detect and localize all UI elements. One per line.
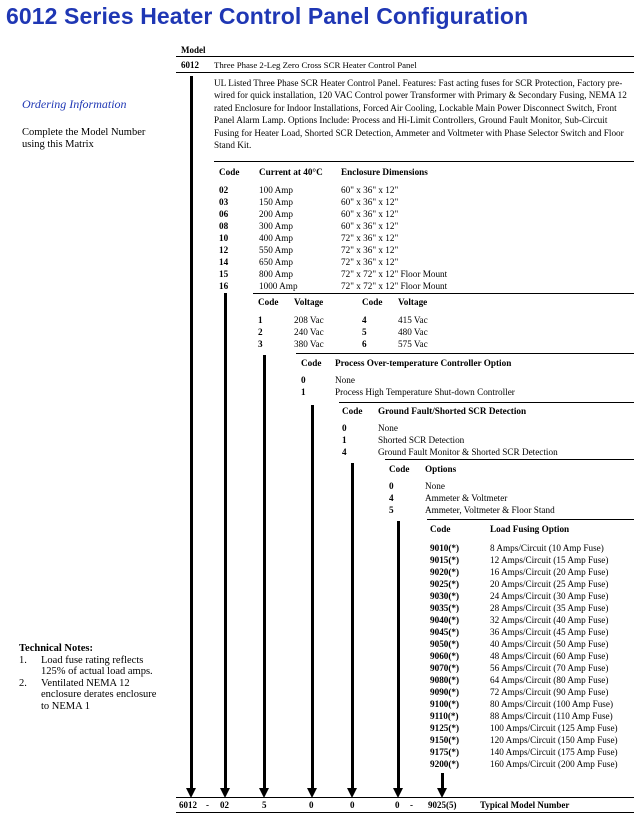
divider: [253, 293, 634, 294]
table-row: [430, 554, 618, 566]
value-cell: 60" x 36" x 12": [341, 197, 399, 207]
table-row: [342, 422, 558, 434]
value-cell: 64 Amps/Circuit (80 Amp Fuse): [490, 675, 609, 685]
typical-part-current: 02: [220, 800, 229, 810]
code-cell: 9060(*): [430, 651, 460, 661]
technical-notes-heading: Technical Notes:: [19, 643, 93, 654]
voltage-table: [258, 296, 428, 350]
value-cell: 140 Amps/Circuit (175 Amp Fuse): [490, 747, 618, 757]
model-header: Model: [181, 45, 206, 55]
value-cell: 480 Vac: [398, 327, 428, 337]
value-cell: 12 Amps/Circuit (15 Amp Fuse): [490, 555, 609, 565]
typical-part-fusing: 9025(5): [428, 800, 457, 810]
col-header: Process Over-temperature Controller Option: [335, 358, 512, 368]
code-cell: 12: [219, 245, 229, 255]
table-row: [219, 196, 447, 208]
table-row: [430, 650, 618, 662]
table-row: [430, 710, 618, 722]
code-cell: 08: [219, 221, 229, 231]
col-header: Options: [425, 464, 457, 474]
value-cell: 120 Amps/Circuit (150 Amp Fuse): [490, 735, 618, 745]
note-item: [19, 655, 164, 678]
table-row: [258, 326, 428, 338]
table-row: [430, 614, 618, 626]
code-cell: 9020(*): [430, 567, 460, 577]
typical-model-row: [0, 799, 643, 811]
selector-arrow: [190, 76, 193, 790]
ordering-text: Complete the Model Number using this Matrix: [22, 127, 146, 150]
divider: [339, 402, 634, 403]
value-cell: 6: [362, 339, 367, 349]
value-cell: 72" x 72" x 12" Floor Mount: [341, 269, 448, 279]
table-row: [430, 626, 618, 638]
table-row: [430, 578, 618, 590]
note-number: 1.: [19, 654, 27, 666]
table-row: [219, 208, 447, 220]
table-row: [430, 686, 618, 698]
code-cell: 9070(*): [430, 663, 460, 673]
col-header: Current at 40°C: [259, 167, 323, 177]
value-cell: 16 Amps/Circuit (20 Amp Fuse): [490, 567, 609, 577]
value-cell: 36 Amps/Circuit (45 Amp Fuse): [490, 627, 609, 637]
value-cell: 100 Amp: [259, 185, 293, 195]
value-cell: 4: [362, 315, 367, 325]
value-cell: 20 Amps/Circuit (25 Amp Fuse): [490, 579, 609, 589]
value-cell: Ammeter & Voltmeter: [425, 493, 508, 503]
value-cell: 40 Amps/Circuit (50 Amp Fuse): [490, 639, 609, 649]
col-header: Enclosure Dimensions: [341, 167, 428, 177]
value-cell: 88 Amps/Circuit (110 Amp Fuse): [490, 711, 613, 721]
code-cell: 9175(*): [430, 747, 460, 757]
table-row: [301, 386, 515, 398]
value-cell: 1000 Amp: [259, 281, 298, 291]
value-cell: 72" x 36" x 12": [341, 257, 399, 267]
code-cell: 14: [219, 257, 229, 267]
col-header: Code: [342, 406, 363, 416]
code-cell: 10: [219, 233, 229, 243]
typical-label: Typical Model Number: [480, 800, 570, 810]
value-cell: 72" x 72" x 12" Floor Mount: [341, 281, 448, 291]
value-cell: Ammeter, Voltmeter & Floor Stand: [425, 505, 555, 515]
value-cell: 240 Vac: [294, 327, 324, 337]
ground-table: [342, 405, 558, 458]
typical-part-voltage: 5: [262, 800, 267, 810]
code-cell: 5: [389, 505, 394, 515]
value-cell: 650 Amp: [259, 257, 293, 267]
selector-arrow: [224, 293, 227, 790]
value-cell: Process High Temperature Shut-down Controller: [335, 387, 515, 397]
col-header: Code: [258, 297, 279, 307]
col-header: Code: [219, 167, 240, 177]
selector-arrow: [263, 355, 266, 790]
note-item: [19, 678, 164, 713]
code-cell: 9025(*): [430, 579, 460, 589]
current-table: [219, 166, 447, 292]
typical-part-ground: 0: [350, 800, 355, 810]
table-row: [219, 220, 447, 232]
code-cell: 16: [219, 281, 229, 291]
code-cell: 9010(*): [430, 543, 460, 553]
table-row: [430, 602, 618, 614]
table-row: [389, 492, 555, 504]
col-header: Ground Fault/Shorted SCR Detection: [378, 406, 527, 416]
value-cell: 48 Amps/Circuit (60 Amp Fuse): [490, 651, 609, 661]
code-cell: 9050(*): [430, 639, 460, 649]
code-cell: 9100(*): [430, 699, 460, 709]
ordering-heading: Ordering Information: [22, 97, 127, 111]
fusing-table: [430, 523, 618, 770]
table-row: [219, 256, 447, 268]
value-cell: 5: [362, 327, 367, 337]
value-cell: 32 Amps/Circuit (40 Amp Fuse): [490, 615, 609, 625]
code-cell: 9045(*): [430, 627, 460, 637]
value-cell: 60" x 36" x 12": [341, 221, 399, 231]
code-cell: 4: [342, 447, 347, 457]
code-cell: 1: [342, 435, 347, 445]
code-cell: 9200(*): [430, 759, 460, 769]
process-table: [301, 357, 515, 398]
value-cell: 56 Amps/Circuit (70 Amp Fuse): [490, 663, 609, 673]
table-row: [430, 590, 618, 602]
table-row: [342, 434, 558, 446]
selector-arrow: [397, 521, 400, 790]
table-row: [430, 662, 618, 674]
table-row: [301, 374, 515, 386]
value-cell: 575 Vac: [398, 339, 428, 349]
value-cell: Ground Fault Monitor & Shorted SCR Detection: [378, 447, 558, 457]
value-cell: None: [425, 481, 445, 491]
value-cell: 300 Amp: [259, 221, 293, 231]
value-cell: 208 Vac: [294, 315, 324, 325]
value-cell: 24 Amps/Circuit (30 Amp Fuse): [490, 591, 609, 601]
typical-part-model: 6012: [179, 800, 197, 810]
table-row: [219, 280, 447, 292]
col-header: Code: [430, 524, 451, 534]
selector-arrow: [311, 405, 314, 790]
model-code: 6012: [181, 60, 199, 70]
code-cell: 0: [301, 375, 306, 385]
value-cell: 8 Amps/Circuit (10 Amp Fuse): [490, 543, 604, 553]
code-cell: 02: [219, 185, 229, 195]
model-description: UL Listed Three Phase SCR Heater Control Panel. Features: Fast acting fuses for SCR Protection, Factory pre-wired for quick installation, 120 VAC Control power Transformer with Primary & Secondary Fusing, NEMA 12 rated Enclosure for Indoor Installations, Forced Air Cooling, Lockable Main Power Disconnect Switch, Front Panel Alarm Lamp. Options Include: Process and Hi-Limit Controllers, Ground Fault Monitor, Sub-Circuit Fusing for Heater Load, Shorted SCR Detection, Ammeter and Voltmeter with Phase Selector Switch and Floor Stand Kit.: [214, 78, 627, 151]
divider: [176, 812, 634, 813]
code-cell: 9040(*): [430, 615, 460, 625]
options-table: [389, 463, 555, 516]
divider: [176, 72, 634, 73]
typical-part-process: 0: [309, 800, 314, 810]
table-row: [430, 758, 618, 770]
typical-separator: -: [410, 800, 413, 810]
table-row: [342, 446, 558, 458]
technical-notes: [19, 643, 164, 712]
value-cell: 550 Amp: [259, 245, 293, 255]
table-row: [258, 338, 428, 350]
code-cell: 06: [219, 209, 229, 219]
value-cell: None: [378, 423, 398, 433]
value-cell: None: [335, 375, 355, 385]
code-cell: 9080(*): [430, 675, 460, 685]
code-cell: 1: [258, 315, 263, 325]
table-row: [219, 244, 447, 256]
col-header: Load Fusing Option: [490, 524, 570, 534]
value-cell: 380 Vac: [294, 339, 324, 349]
typical-part-options: 0: [395, 800, 400, 810]
code-cell: 3: [258, 339, 263, 349]
code-cell: 03: [219, 197, 229, 207]
table-row: [219, 268, 447, 280]
col-header: Voltage: [398, 297, 428, 307]
code-cell: 2: [258, 327, 263, 337]
divider: [296, 353, 634, 354]
table-row: [219, 232, 447, 244]
value-cell: 72" x 36" x 12": [341, 245, 399, 255]
divider: [427, 519, 634, 520]
code-cell: 9015(*): [430, 555, 460, 565]
value-cell: 60" x 36" x 12": [341, 185, 399, 195]
divider: [385, 459, 634, 460]
table-row: [430, 542, 618, 554]
value-cell: 800 Amp: [259, 269, 293, 279]
value-cell: 72 Amps/Circuit (90 Amp Fuse): [490, 687, 609, 697]
code-cell: 9150(*): [430, 735, 460, 745]
selector-arrow: [351, 463, 354, 790]
col-header: Voltage: [294, 297, 324, 307]
note-number: 2.: [19, 677, 27, 689]
col-header: Code: [362, 297, 383, 307]
note-text: Load fuse rating reflects 125% of actual load amps.: [41, 654, 153, 677]
table-row: [430, 566, 618, 578]
table-row: [430, 638, 618, 650]
value-cell: 415 Vac: [398, 315, 428, 325]
divider: [176, 56, 634, 57]
code-cell: 9110(*): [430, 711, 459, 721]
divider: [176, 797, 634, 798]
code-cell: 9090(*): [430, 687, 460, 697]
table-row: [389, 480, 555, 492]
table-row: [389, 504, 555, 516]
value-cell: 72" x 36" x 12": [341, 233, 399, 243]
value-cell: 200 Amp: [259, 209, 293, 219]
value-cell: Shorted SCR Detection: [378, 435, 465, 445]
page-title: 6012 Series Heater Control Panel Configuration: [6, 3, 529, 29]
table-row: [430, 722, 618, 734]
code-cell: 0: [389, 481, 394, 491]
value-cell: 400 Amp: [259, 233, 293, 243]
divider: [214, 161, 634, 162]
code-cell: 9030(*): [430, 591, 460, 601]
code-cell: 1: [301, 387, 306, 397]
col-header: Code: [301, 358, 322, 368]
table-row: [430, 734, 618, 746]
model-name: Three Phase 2-Leg Zero Cross SCR Heater Control Panel: [214, 60, 417, 70]
table-row: [430, 698, 618, 710]
value-cell: 80 Amps/Circuit (100 Amp Fuse): [490, 699, 614, 709]
note-text: Ventilated NEMA 12 enclosure derates enclosure to NEMA 1: [41, 677, 157, 712]
typical-separator: -: [206, 800, 209, 810]
code-cell: 0: [342, 423, 347, 433]
code-cell: 9035(*): [430, 603, 460, 613]
table-row: [258, 314, 428, 326]
table-row: [430, 746, 618, 758]
table-row: [219, 184, 447, 196]
value-cell: 150 Amp: [259, 197, 293, 207]
code-cell: 15: [219, 269, 229, 279]
value-cell: 28 Amps/Circuit (35 Amp Fuse): [490, 603, 609, 613]
value-cell: 60" x 36" x 12": [341, 209, 399, 219]
value-cell: 100 Amps/Circuit (125 Amp Fuse): [490, 723, 618, 733]
col-header: Code: [389, 464, 410, 474]
code-cell: 9125(*): [430, 723, 460, 733]
table-row: [430, 674, 618, 686]
value-cell: 160 Amps/Circuit (200 Amp Fuse): [490, 759, 618, 769]
code-cell: 4: [389, 493, 394, 503]
